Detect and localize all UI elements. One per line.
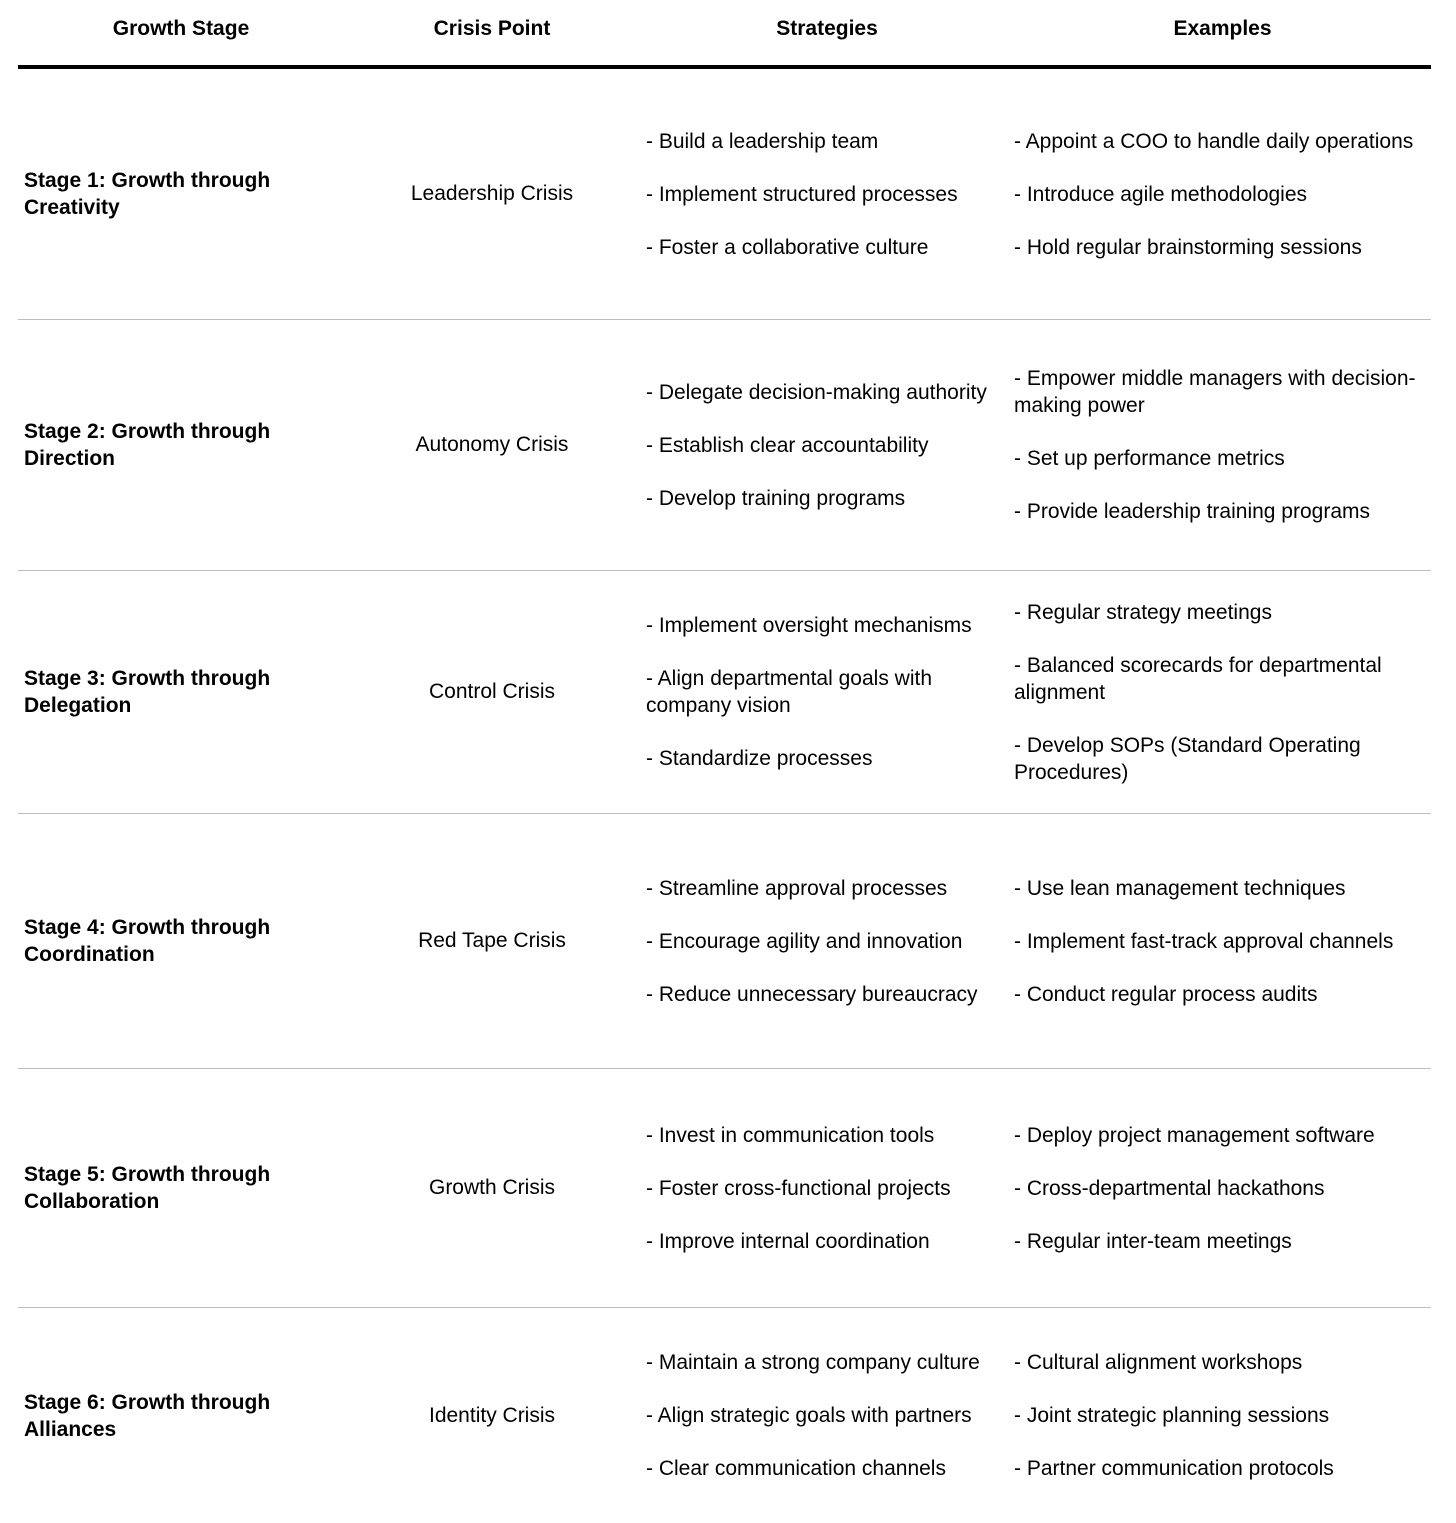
example-item: - Cultural alignment workshops: [1014, 1351, 1303, 1374]
example-item: - Regular inter-team meetings: [1014, 1229, 1292, 1253]
crisis-point-cell: Growth Crisis: [428, 1176, 555, 1199]
growth-stage-cell: Stage 3: Growth through Delegation: [24, 667, 271, 717]
examples-cell: [1014, 128, 1431, 261]
growth-stage-cell: Stage 6: Growth through Alliances: [24, 1390, 271, 1441]
example-item: - Use lean management techniques: [1014, 876, 1346, 900]
examples-cell: [1014, 1122, 1431, 1255]
strategies-cell: [640, 379, 1014, 512]
strategy-item: - Delegate decision-making authority: [646, 380, 987, 404]
example-item: - Conduct regular process audits: [1014, 982, 1318, 1006]
strategy-item: - Improve internal coordination: [646, 1229, 930, 1253]
strategy-item: - Clear communication channels: [646, 1457, 946, 1480]
table-row: [18, 571, 1431, 814]
crisis-point-cell: Red Tape Crisis: [418, 929, 566, 952]
table-row: [18, 320, 1431, 571]
strategy-item: - Standardize processes: [646, 747, 873, 770]
example-item: - Cross-departmental hackathons: [1014, 1176, 1325, 1200]
strategy-item: - Implement structured processes: [646, 182, 958, 206]
example-item: - Regular strategy meetings: [1014, 600, 1272, 624]
crisis-point-cell: Identity Crisis: [428, 1403, 556, 1427]
table-row: [18, 1069, 1431, 1308]
table-row: [18, 1308, 1431, 1523]
table-row: [18, 814, 1431, 1069]
strategy-item: - Encourage agility and innovation: [646, 929, 963, 953]
example-item: - Balanced scorecards for departmental alignment: [1014, 653, 1382, 704]
header-strategies: Strategies: [776, 16, 878, 40]
table-body: [18, 69, 1431, 1523]
strategies-cell: [640, 1122, 1014, 1255]
growth-stage-cell: Stage 2: Growth through Direction: [24, 420, 271, 470]
strategy-item: - Implement oversight mechanisms: [646, 614, 972, 637]
strategies-cell: [640, 1349, 1014, 1482]
example-item: - Hold regular brainstorming sessions: [1014, 235, 1362, 259]
example-item: - Develop SOPs (Standard Operating Procedures): [1014, 733, 1361, 784]
header-crisis-point: Crisis Point: [433, 16, 551, 40]
examples-cell: [1014, 1349, 1431, 1482]
strategy-item: - Invest in communication tools: [646, 1123, 935, 1147]
example-item: - Empower middle managers with decision-making power: [1014, 367, 1416, 417]
examples-cell: [1014, 599, 1431, 786]
crisis-point-cell: Leadership Crisis: [410, 182, 574, 205]
strategy-item: - Align departmental goals with company vision: [646, 667, 932, 717]
example-item: - Joint strategic planning sessions: [1014, 1404, 1330, 1427]
example-item: - Implement fast-track approval channels: [1014, 929, 1394, 953]
growth-stage-cell: Stage 5: Growth through Collaboration: [24, 1163, 271, 1213]
strategy-item: - Reduce unnecessary bureaucracy: [646, 982, 978, 1006]
example-item: - Set up performance metrics: [1014, 447, 1285, 470]
crisis-point-cell: Control Crisis: [428, 680, 556, 703]
strategies-cell: [640, 128, 1014, 261]
example-item: - Appoint a COO to handle daily operations: [1014, 129, 1414, 153]
examples-cell: [1014, 365, 1431, 525]
growth-stage-cell: Stage 1: Growth through Creativity: [24, 169, 271, 219]
example-item: - Partner communication protocols: [1014, 1457, 1334, 1480]
strategy-item: - Establish clear accountability: [646, 433, 929, 457]
header-examples: Examples: [1173, 16, 1272, 40]
header-growth-stage: Growth Stage: [112, 16, 250, 40]
strategy-item: - Maintain a strong company culture: [646, 1351, 980, 1374]
table-row: [18, 69, 1431, 320]
example-item: - Deploy project management software: [1014, 1123, 1375, 1147]
strategy-item: - Align strategic goals with partners: [646, 1404, 972, 1427]
strategy-item: - Build a leadership team: [646, 129, 879, 153]
growth-stages-table: [18, 0, 1431, 1523]
strategy-item: - Foster cross-functional projects: [646, 1176, 951, 1200]
strategies-cell: [640, 612, 1014, 772]
strategies-cell: [640, 875, 1014, 1008]
strategy-item: - Streamline approval processes: [646, 876, 948, 900]
crisis-point-cell: Autonomy Crisis: [415, 433, 569, 456]
strategy-item: - Foster a collaborative culture: [646, 235, 929, 259]
examples-cell: [1014, 875, 1431, 1008]
strategy-item: - Develop training programs: [646, 486, 906, 510]
example-item: - Provide leadership training programs: [1014, 500, 1371, 523]
table-header: [18, 0, 1431, 69]
example-item: - Introduce agile methodologies: [1014, 182, 1308, 206]
growth-stage-cell: Stage 4: Growth through Coordination: [24, 916, 271, 966]
